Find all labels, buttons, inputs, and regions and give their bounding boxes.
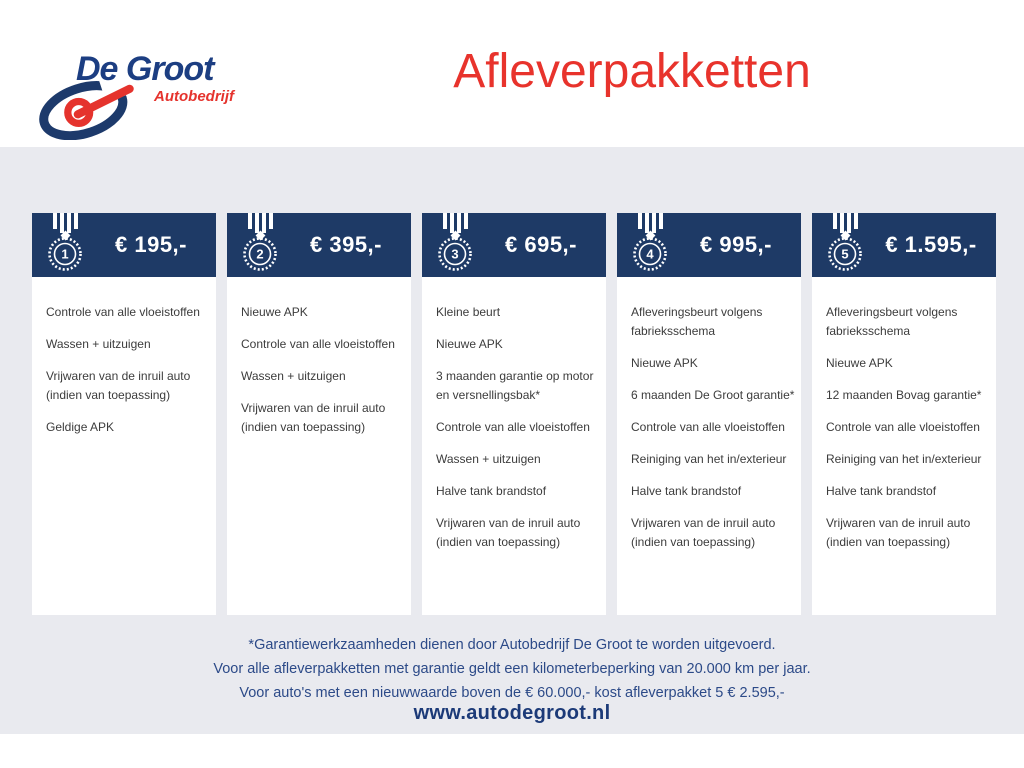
package-item: Halve tank brandstof — [826, 484, 937, 498]
package-price: € 195,- — [115, 232, 187, 257]
package-item: Wassen + uitzuigen — [241, 369, 346, 383]
package-item: Reiniging van het in/exterieur — [826, 452, 982, 466]
package-items — [422, 277, 606, 552]
medal-ribbon-icon — [237, 213, 283, 273]
logo-name: De Groot — [76, 50, 214, 88]
package-items — [812, 277, 996, 552]
package-item: Vrijwaren van de inruil auto (indien van toepassing) — [631, 516, 776, 549]
package-item: Controle van alle vloeistoffen — [436, 420, 590, 434]
package-item: Reiniging van het in/exterieur — [631, 452, 787, 466]
package-card — [227, 213, 411, 615]
package-cards — [32, 213, 996, 615]
package-card-header — [422, 213, 606, 277]
package-card-header — [617, 213, 801, 277]
medal-ribbon-icon — [42, 213, 88, 273]
logo-subtitle: Autobedrijf — [154, 88, 234, 105]
package-price: € 1.595,- — [885, 232, 977, 257]
package-item: 6 maanden De Groot garantie* — [631, 388, 795, 402]
page-title: Afleverpakketten — [453, 45, 811, 98]
medal-number: 4 — [646, 246, 654, 262]
package-item: Nieuwe APK — [631, 356, 698, 370]
content-area — [0, 147, 1024, 734]
package-item: Controle van alle vloeistoffen — [826, 420, 980, 434]
package-item: Nieuwe APK — [826, 356, 893, 370]
medal-number: 2 — [256, 246, 264, 262]
package-card — [617, 213, 801, 615]
package-item: Nieuwe APK — [241, 305, 308, 319]
medal-number: 3 — [451, 246, 459, 262]
package-item: 3 maanden garantie op motor en versnellingsbak* — [436, 369, 594, 402]
package-card-header — [812, 213, 996, 277]
footnote-line: Voor alle afleverpakketten met garantie geldt een kilometerbeperking van 20.000 km per jaar. — [213, 661, 811, 677]
package-item: Vrijwaren van de inruil auto (indien van toepassing) — [241, 401, 386, 434]
header-band — [0, 0, 1024, 147]
medal-ribbon-icon — [432, 213, 478, 273]
medal-number: 1 — [61, 246, 69, 262]
package-item: Vrijwaren van de inruil auto (indien van toepassing) — [436, 516, 581, 549]
footnote-line: *Garantiewerkzaamheden dienen door Autobedrijf De Groot te worden uitgevoerd. — [248, 637, 776, 653]
package-items — [617, 277, 801, 552]
package-card-header — [32, 213, 216, 277]
package-item: Afleveringsbeurt volgens fabrieksschema — [826, 305, 958, 338]
package-item: Controle van alle vloeistoffen — [241, 337, 395, 351]
footnote-line: Voor auto's met een nieuwwaarde boven de € 60.000,- kost afleverpakket 5 € 2.595,- — [239, 685, 785, 701]
package-price: € 995,- — [700, 232, 772, 257]
package-items — [227, 277, 411, 437]
package-card-header — [227, 213, 411, 277]
package-item: Wassen + uitzuigen — [436, 452, 541, 466]
package-price: € 695,- — [505, 232, 577, 257]
medal-ribbon-icon — [822, 213, 868, 273]
package-item: Afleveringsbeurt volgens fabrieksschema — [631, 305, 763, 338]
package-item: Vrijwaren van de inruil auto (indien van toepassing) — [46, 369, 191, 402]
package-item: Halve tank brandstof — [436, 484, 547, 498]
company-logo — [36, 36, 251, 141]
package-item: 12 maanden Bovag garantie* — [826, 388, 982, 402]
package-item: Wassen + uitzuigen — [46, 337, 151, 351]
package-item: Halve tank brandstof — [631, 484, 742, 498]
medal-ribbon-icon — [627, 213, 673, 273]
package-card — [812, 213, 996, 615]
package-price: € 395,- — [310, 232, 382, 257]
medal-number: 5 — [841, 246, 849, 262]
package-item: Nieuwe APK — [436, 337, 503, 351]
package-item: Geldige APK — [46, 420, 115, 434]
package-item: Controle van alle vloeistoffen — [46, 305, 200, 319]
package-items — [32, 277, 216, 437]
package-item: Controle van alle vloeistoffen — [631, 420, 785, 434]
website-link[interactable]: www.autodegroot.nl — [413, 702, 611, 724]
package-card — [422, 213, 606, 615]
package-item: Kleine beurt — [436, 305, 501, 319]
package-item: Vrijwaren van de inruil auto (indien van toepassing) — [826, 516, 971, 549]
footnotes — [0, 633, 1024, 705]
package-card — [32, 213, 216, 615]
